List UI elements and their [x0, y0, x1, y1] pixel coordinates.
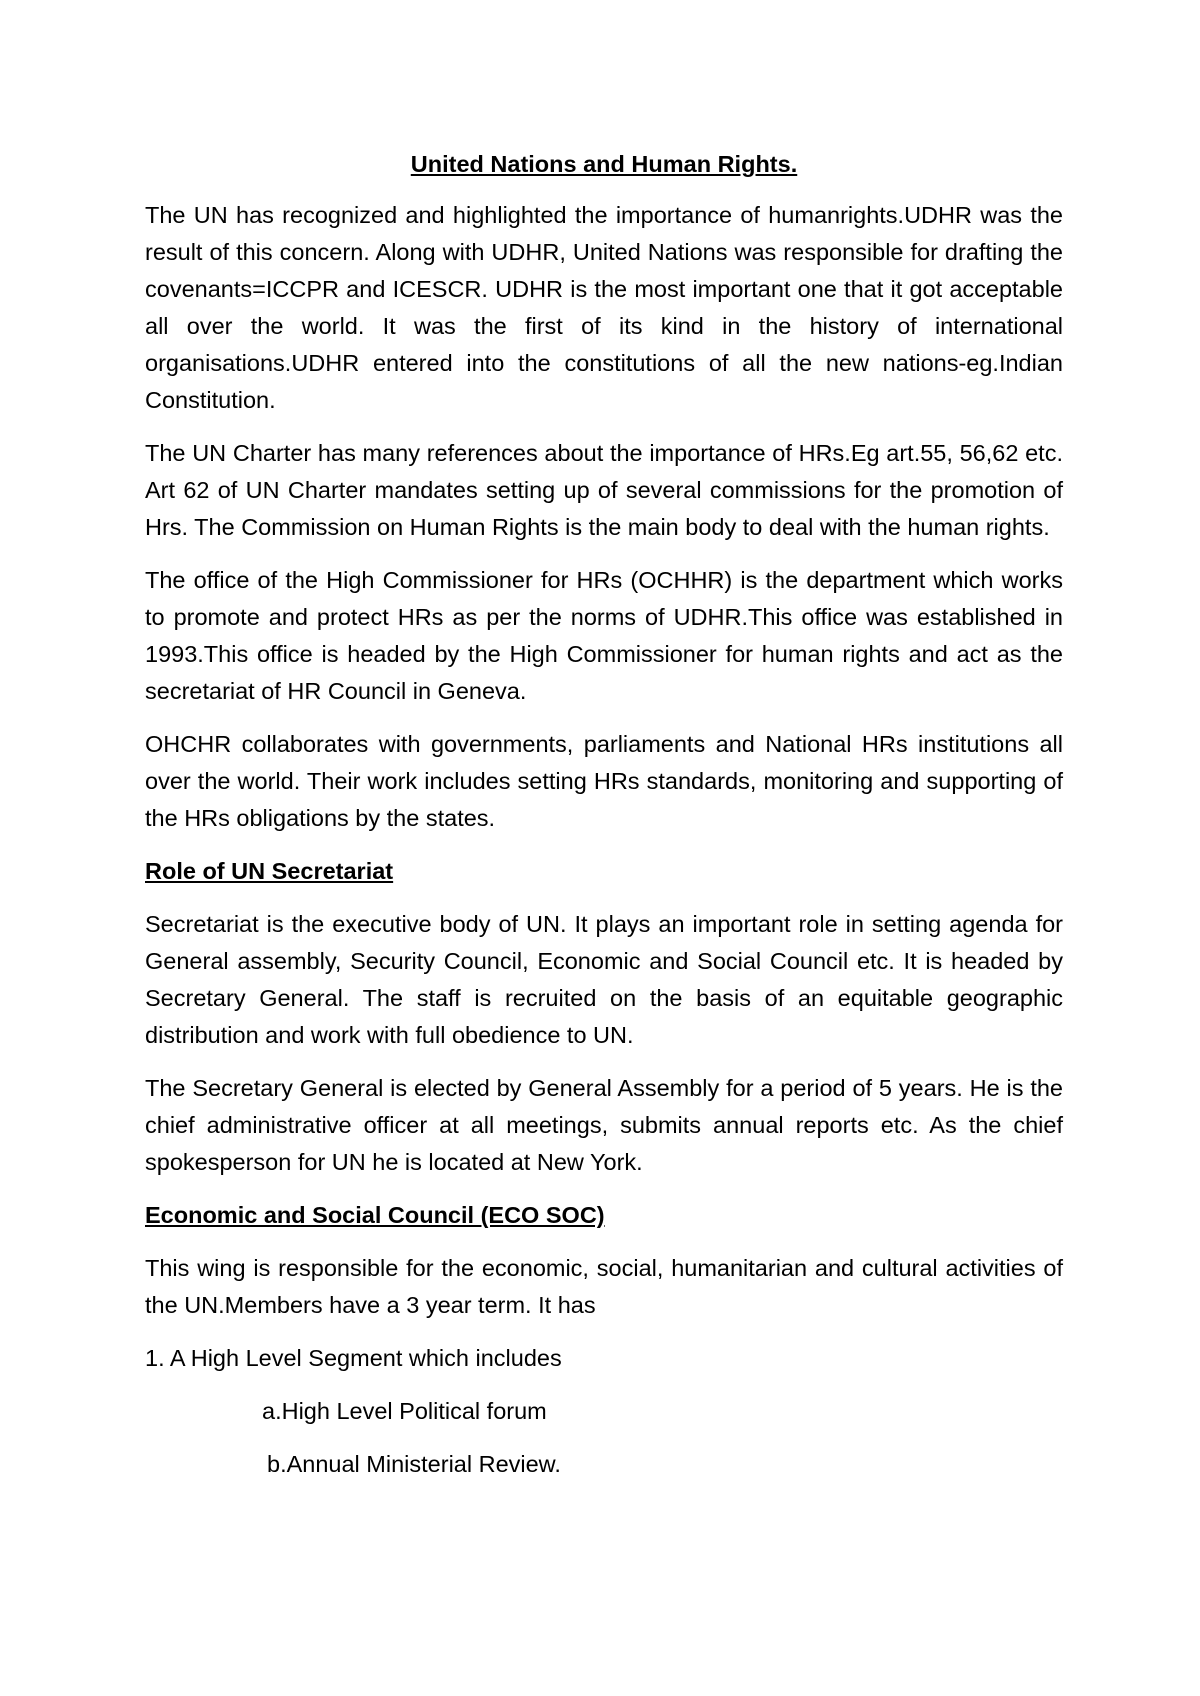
document-body	[145, 146, 1063, 1499]
document-title: United Nations and Human Rights.	[410, 151, 798, 177]
heading-role-of-secretariat: Role of UN Secretariat	[145, 858, 394, 884]
paragraph-udhr: The UN has recognized and highlighted the importance of humanrights.UDHR was the result of this concern. Along with UDHR, United Nations was responsible for drafting the covenants=ICCPR and ICESCR. UDHR is the most important one that it got acceptable all over the world. It was the first of its kind in the history of international organisations.UDHR entered into the constitutions of all the new nations-eg.Indian Constitution.	[145, 202, 1063, 413]
sub-item-ministerial-review: b.Annual Ministerial Review.	[267, 1451, 561, 1477]
paragraph-ohchr: OHCHR collaborates with governments, parliaments and National HRs institutions all over the world. Their work includes setting HRs standards, monitoring and supporting of the HRs obligations by the states.	[145, 731, 1063, 831]
paragraph-ecosoc: This wing is responsible for the economic, social, humanitarian and cultural activities of the UN.Members have a 3 year term. It has	[145, 1255, 1063, 1318]
heading-ecosoc: Economic and Social Council (ECO SOC)	[145, 1202, 605, 1228]
paragraph-un-charter: The UN Charter has many references about the importance of HRs.Eg art.55, 56,62 etc. Art 62 of UN Charter mandates setting up of several commissions for the promotion of Hrs. The Commission on Human Rights is the main body to deal with the human rights.	[145, 440, 1063, 540]
list-item-high-level-segment: 1. A High Level Segment which includes	[145, 1345, 562, 1371]
paragraph-secretary-general: The Secretary General is elected by General Assembly for a period of 5 years. He is the chief administrative officer at all meetings, submits annual reports etc. As the chief spokesperson for UN he is located at New York.	[145, 1075, 1063, 1175]
paragraph-high-commissioner: The office of the High Commissioner for HRs (OCHHR) is the department which works to promote and protect HRs as per the norms of UDHR.This office was established in 1993.This office is headed by the High Commissioner for human rights and act as the secretariat of HR Council in Geneva.	[145, 567, 1063, 704]
sub-item-political-forum: a.High Level Political forum	[262, 1398, 547, 1424]
paragraph-secretariat: Secretariat is the executive body of UN. It plays an important role in setting agenda for General assembly, Security Council, Economic and Social Council etc. It is headed by Secretary General. The staff is recruited on the basis of an equitable geographic distribution and work with full obedience to UN.	[145, 911, 1063, 1048]
